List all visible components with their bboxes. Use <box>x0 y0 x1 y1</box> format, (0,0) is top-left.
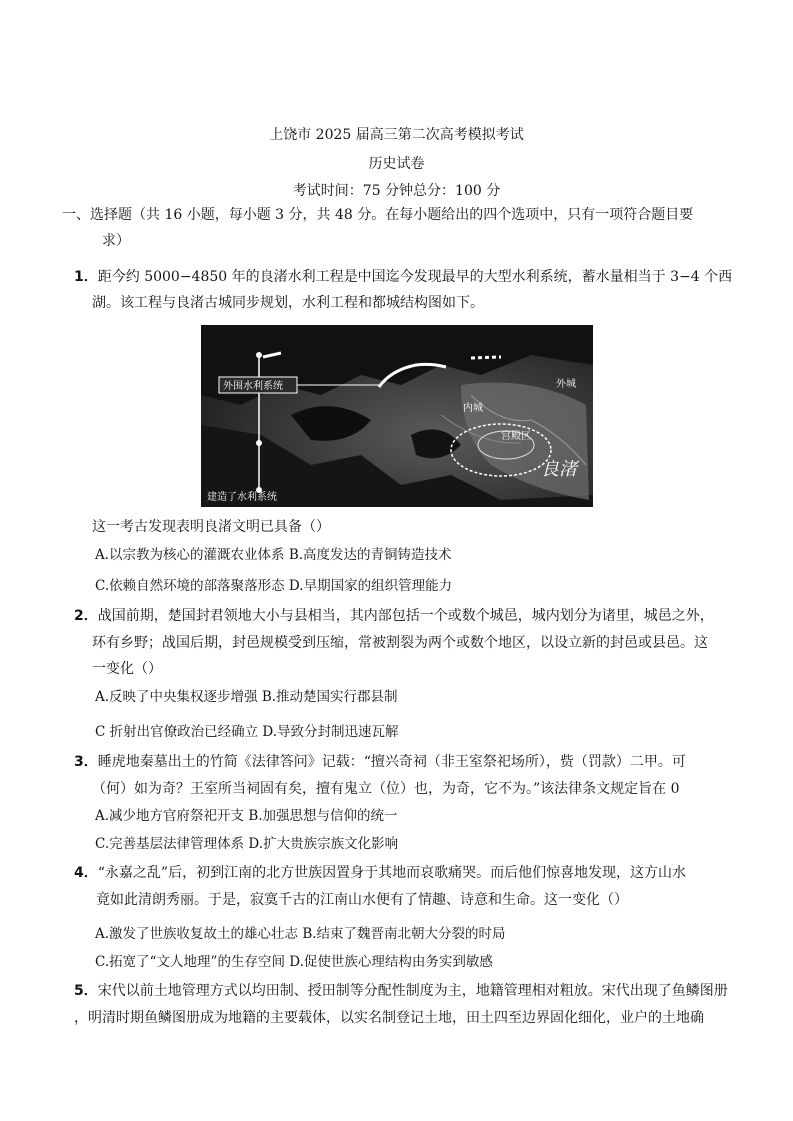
map-label-outer-city: 外城 <box>556 379 576 390</box>
q4-number: 4． <box>74 865 98 881</box>
map-label-palace: 宫殿区 <box>501 431 531 442</box>
section-heading-cont: 求） <box>102 233 130 249</box>
q3-options-ab: A.减少地方官府祭祀开支 B.加强思想与信仰的统一 <box>95 808 398 824</box>
q2-number: 2． <box>74 608 98 624</box>
q3-text-line2: （何）如为奇？王室所当祠固有矣，擅有鬼立（位）也，为奇，它不为。”该法律条文规定旨在 0 <box>92 781 680 797</box>
q5-text-line1: 5．宋代以前土地管理方式以均田制、授田制等分配性制度为主，地籍管理相对粗放。宋代出现了鱼鳞图册 <box>74 983 728 999</box>
q4-text-line2: 竟如此清朗秀丽。于是，寂寞千古的江南山水便有了情趣、诗意和生命。这一变化（） <box>96 892 628 908</box>
map-label-outer: 外围水利系统 <box>223 381 283 392</box>
q2-options-ab: A.反映了中央集权逐步增强 B.推动楚国实行郡县制 <box>95 689 398 705</box>
q1-options-ab: A.以宗教为核心的灌溉农业体系 B.高度发达的青铜铸造技术 <box>95 547 452 563</box>
q1-text-line1: 1．距今约 5000−4850 年的良渚水利工程是中国迄今发现最早的大型水利系统，蓄水量相当于 3−4 个西 <box>74 269 733 285</box>
subject-title: 历史试卷 <box>368 156 425 172</box>
q2-text-line3: 一变化（） <box>92 661 162 677</box>
q2-text-line1: 2．战国前期，楚国封君领地大小与县相当，其内部包括一个或数个城邑，城内划分为诸里，城邑之外， <box>74 608 714 624</box>
q1-number: 1． <box>74 269 98 285</box>
q4-options-cd: C.拓宽了“文人地理”的生存空间 D.促使世族心理结构由务实到敏感 <box>95 954 493 970</box>
q3-text-line1: 3．睡虎地秦墓出土的竹简《法律答问》记载：“擅兴奇祠（非王室祭祀场所），赀（罚款）二甲。可 <box>74 754 686 770</box>
q3-number: 3． <box>74 754 98 770</box>
q1-stem: 这一考古发现表明良渚文明已具备（） <box>92 519 330 535</box>
q1-text-line2: 湖。该工程与良渚古城同步规划，水利工程和都城结构图如下。 <box>92 295 484 311</box>
q4-options-ab: A.激发了世族收复故土的雄心壮志 B.结束了魏晋南北朝大分裂的时局 <box>95 926 506 942</box>
exam-info: 考试时间：75 分钟总分：100 分 <box>292 183 501 199</box>
q3-options-cd: C.完善基层法律管理体系 D.扩大贵族宗族文化影响 <box>95 836 399 852</box>
q5-number: 5． <box>74 983 98 999</box>
section-heading: 一、选择题（共 16 小题，每小题 3 分，共 48 分。在每小题给出的四个选项中，只有一项符合题目要 <box>62 207 694 223</box>
liangzhu-map-figure <box>201 325 593 507</box>
q2-options-cd: C 折射出官僚政治已经确立 D.导致分封制迅速瓦解 <box>95 724 399 740</box>
map-label-built: 建造了水利系统 <box>207 492 277 503</box>
liangzhu-logo: 良渚 <box>541 459 577 480</box>
exam-title: 上饶市 2025 届高三第二次高考模拟考试 <box>269 127 524 143</box>
map-label-inner-city: 内城 <box>463 403 483 414</box>
q4-text-line1: 4．“永嘉之乱”后，初到江南的北方世族因置身于其地而哀歌痛哭。而后他们惊喜地发现，这方山水 <box>74 865 687 881</box>
q2-text-line2: 环有乡野；战国后期，封邑规模受到压缩，常被割裂为两个或数个地区，以设立新的封邑或县邑。这 <box>92 635 708 651</box>
q5-text-line2: ，明清时期鱼鳞图册成为地籍的主要载体，以实名制登记土地，田土四至边界固化细化，业户的土地确 <box>74 1010 704 1026</box>
q1-options-cd: C.依赖自然环境的部落聚落形态 D.早期国家的组织管理能力 <box>95 578 453 594</box>
